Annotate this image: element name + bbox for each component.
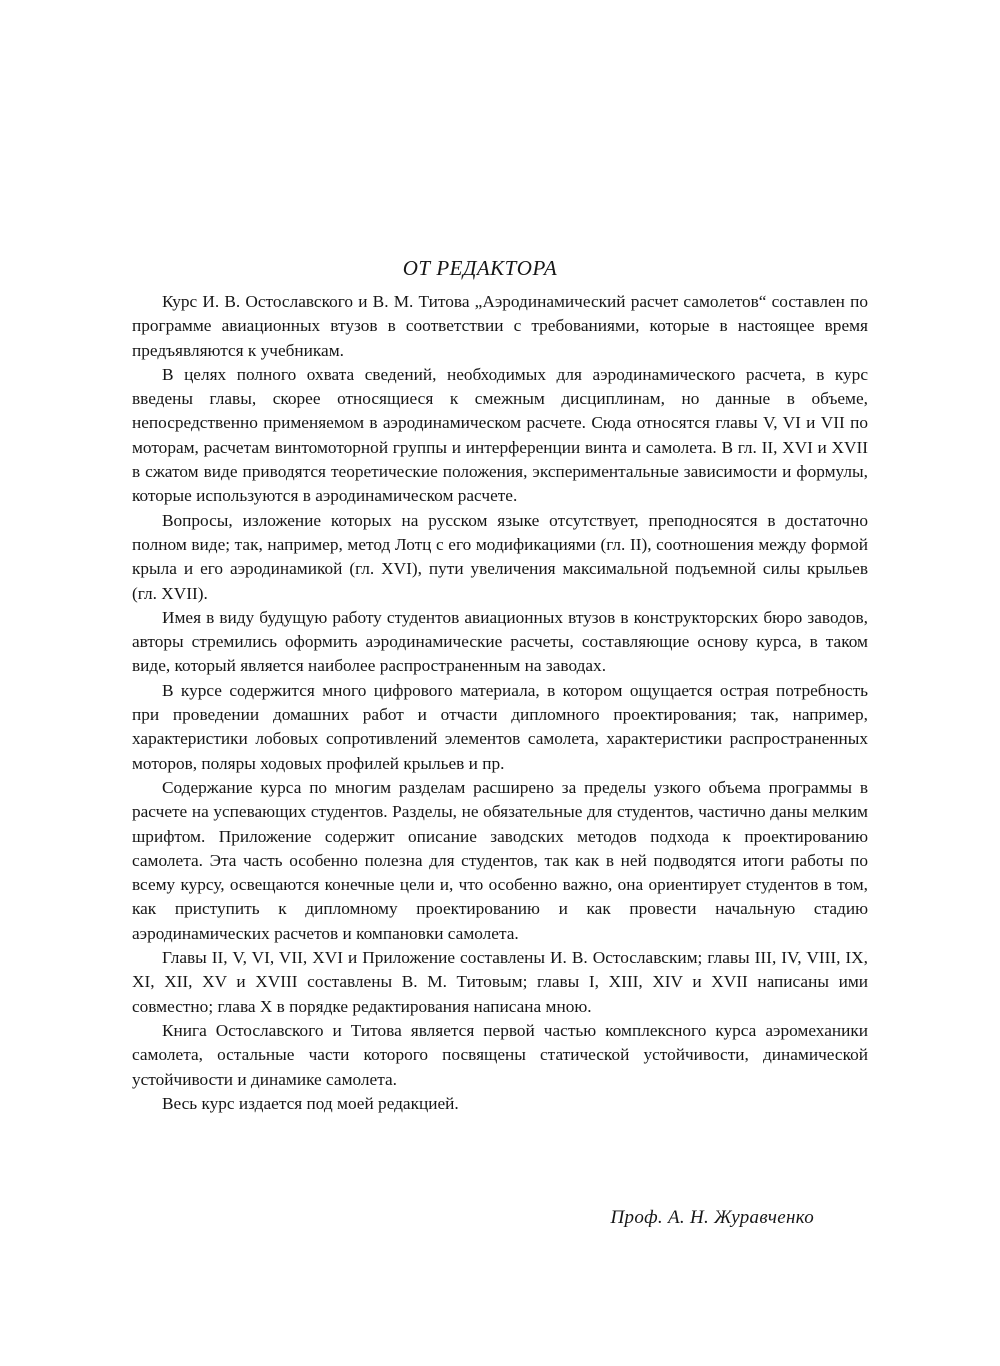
paragraph: Главы II, V, VI, VII, XVI и Приложение составлены И. В. Остославским; главы III, IV, VIII, IX, XI, XII, XV и XVIII составлены В. М. Титовым; главы I, XIII, XIV и XVII написаны ими совместно; глава X в порядке редактирования написана мною. xyxy=(132,948,868,1016)
paragraph: В курсе содержится много цифрового материала, в котором ощущается острая потребность при проведении домашних работ и отчасти дипломного проектирования; так, например, характеристики лобовых сопротивлений элементов самолета, характеристики распространенных моторов, поляры ходовых профилей крыльев и пр. xyxy=(132,680,868,773)
paragraph: Вопросы, изложение которых на русском языке отсутствует, преподносятся в достаточно полном виде; так, например, метод Лотц с его модификациями (гл. II), соотношения между формой крыла и его аэродинамикой (гл. XVI), пути увеличения максимальной подъемной силы крыльев (гл. XVII). xyxy=(132,510,868,603)
paragraph: В целях полного охвата сведений, необходимых для аэродинамического расчета, в курс введены главы, скорее относящиеся к смежным дисциплинам, но данные в объеме, непосредственно применяемом в аэродинамическом расчете. Сюда относятся главы V, VI и VII по моторам, расчетам винтомоторной группы и интерференции винта и самолета. В гл. II, XVI и XVII в сжатом виде приводятся теоретические положения, экспериментальные зависимости и формулы, которые используются в аэродинамическом расчете. xyxy=(132,364,868,506)
paragraph: Имея в виду будущую работу студентов авиационных втузов в конструкторских бюро заводов, авторы стремились оформить аэродинамические расчеты, составляющие основу курса, в таком виде, который является наиболее распространенным на заводах. xyxy=(132,607,868,676)
page-title: ОТ РЕДАКТОРА xyxy=(402,256,558,280)
paragraph: Содержание курса по многим разделам расширено за пределы узкого объема программы в расчете на успевающих студентов. Разделы, не обязательные для студентов, частично даны мелким шрифтом. Приложение содержит описание заводских методов подхода к проектированию самолета. Эта часть особенно полезна для студентов, так как в ней подводятся итоги работы по всему курсу, освещаются конечные цели и, что особенно важно, она ориентирует студентов в том, как приступить к дипломному проектированию и как провести начальную стадию аэродинамических расчетов и компановки самолета. xyxy=(132,777,868,943)
body-text xyxy=(132,290,868,1116)
signature: Проф. А. Н. Журавченко xyxy=(610,1207,814,1228)
paragraph: Весь курс издается под моей редакцией. xyxy=(162,1093,459,1113)
paragraph: Курс И. В. Остославского и В. М. Титова „Аэродинамический расчет самолетов“ составлен по программе авиационных втузов в соответствии с требованиями, которые в настоящее время предъявляются к учебникам. xyxy=(132,292,868,360)
paragraph: Книга Остославского и Титова является первой частью комплексного курса аэромеханики самолета, остальные части которого посвящены статической устойчивости, динамической устойчивости и динамике самолета. xyxy=(132,1020,868,1089)
